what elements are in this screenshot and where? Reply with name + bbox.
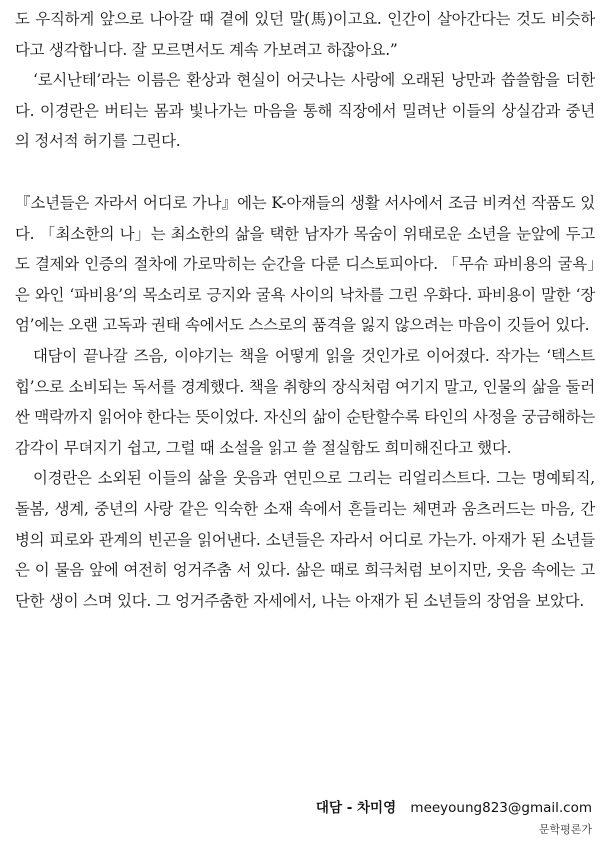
byline-role: 문학평론가 [538, 823, 592, 836]
paragraph-gap [15, 157, 595, 188]
byline-name: 대담 - 차미영 [315, 800, 397, 816]
paragraph-4: 대담이 끝나갈 즈음, 이야기는 책을 어떻게 읽을 것인가로 이어졌다. 작가는 ‘텍스트 힙’으로 소비되는 독서를 경계했다. 책을 취향의 장식처럼 여기지 말고, 인물의 삶을 둘러싼 맥락까지 읽어야 한다는 뜻이었다. 자신의 삶이 순탄할수록 타인의 사정을 궁금해하는 감각이 무뎌지기 쉽고, 그럴 때 소설을 읽고 쓸 절실함도 희미해진다고 했다. [15, 346, 595, 457]
byline [316, 796, 592, 816]
paragraph-2: ‘로시난테’라는 이름은 환상과 현실이 어긋나는 사랑에 오래된 낭만과 씁쓸함을 더한다. 이경란은 버티는 몸과 빛나가는 마음을 통해 직장에서 밀려난 이들의 상실감과 중년의 정서적 허기를 그린다. [15, 71, 595, 151]
paragraph-1: 도 우직하게 앞으로 나아갈 때 곁에 있던 말(馬)이고요. 인간이 살아간다는 것도 비슷하다고 생각합니다. 잘 모르면서도 계속 가보려고 하잖아요.” [15, 10, 595, 59]
byline-email: meeyoung823@gmail.com [410, 800, 592, 816]
paragraph-5: 이경란은 소외된 이들의 삶을 웃음과 연민으로 그리는 리얼리스트다. 그는 명예퇴직, 돌봄, 생계, 중년의 사랑 같은 익숙한 소재 속에서 흔들리는 체면과 움츠러드는 마음, 간병의 피로와 관계의 빈곤을 읽어낸다. 소년들은 자라서 어디로 가는가. 아재가 된 소년들은 이 물음 앞에 여전히 엉거주춤 서 있다. 삶은 때로 희극처럼 보이지만, 웃음 속에는 고단한 생이 스며 있다. 그 엉거주춤한 자세에서, 나는 아재가 된 소년들의 장엄을 보았다. [15, 469, 595, 610]
paragraph-3: 『소년들은 자라서 어디로 가나』에는 K-아재들의 생활 서사에서 조금 비켜선 작품도 있다. 「최소한의 나」는 최소한의 삶을 택한 남자가 목숨이 위태로운 소년을 눈앞에 두고도 결제와 인증의 절차에 가로막히는 순간을 다룬 디스토피아다. 「무슈 파비용의 굴욕」은 와인 ‘파비용’의 목소리로 긍지와 굴욕 사이의 낙차를 그린 우화다. 파비용이 말한 ‘장엄’에는 오랜 고독과 권태 속에서도 스스로의 품격을 잃지 않으려는 마음이 깃들어 있다. [15, 193, 595, 335]
article-body [15, 4, 595, 616]
